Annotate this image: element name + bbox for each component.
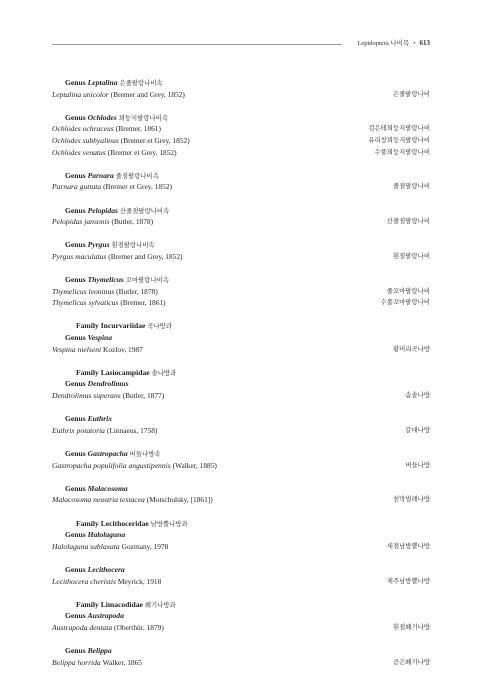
- genus-label: Genus: [65, 646, 86, 656]
- species-row: [52, 297, 430, 309]
- family-heading: [52, 518, 430, 530]
- species-author: (Linnaeus, 1758): [106, 425, 158, 435]
- species-korean-name: 은줄팔랑나비: [392, 89, 430, 98]
- species-korean-name: 검은테꾀둥지팔랑나비: [368, 124, 430, 133]
- species-author: Kozlov, 1987: [103, 344, 143, 354]
- species-name: Pelopidas jansonis: [52, 217, 110, 227]
- taxon-section: [52, 518, 430, 553]
- species-name: Ochlodes venatus: [52, 147, 106, 157]
- genus-heading: [52, 274, 430, 286]
- species-name: Pyrgus maculatus: [52, 251, 107, 261]
- taxon-section: [52, 564, 430, 587]
- genus-label: Genus: [65, 275, 86, 285]
- species-korean-name: 버들나방: [405, 460, 430, 469]
- genus-label: Genus: [65, 414, 86, 424]
- species-name: Dendrolimus superans: [52, 391, 121, 401]
- taxon-section: [52, 170, 430, 193]
- header-rule: [52, 44, 342, 45]
- species-author: (Walker, 1885): [172, 460, 217, 470]
- genus-label: Genus: [65, 170, 86, 180]
- species-korean-name: 줄꼬마팔랑나비: [386, 286, 430, 295]
- genus-label: Genus: [65, 333, 86, 343]
- species-author: (Bremer and Grey, 1852): [108, 251, 183, 261]
- species-author: Gozmany, 1978: [121, 541, 169, 551]
- taxon-section: [52, 483, 430, 506]
- species-author: Meyrick, 1918: [117, 576, 162, 586]
- genus-korean-name: 꾀둥지팔랑나비속: [118, 113, 168, 122]
- taxon-section: [52, 367, 430, 402]
- family-korean-name: 솔나방과: [151, 368, 177, 377]
- species-author: (Bremer and Grey, 1852): [110, 89, 185, 99]
- species-name: Austrapoda dentata: [52, 622, 113, 632]
- species-row: [52, 251, 430, 263]
- genus-name: Lecithocera: [87, 564, 125, 574]
- genus-heading: [52, 448, 430, 460]
- species-row: [52, 147, 430, 159]
- species-author: (Butler, 1877): [122, 391, 165, 401]
- genus-heading: [52, 483, 430, 495]
- species-row: [52, 541, 430, 553]
- genus-heading: [52, 378, 430, 390]
- genus-heading: [52, 170, 430, 182]
- family-name: Limacodidae: [100, 599, 143, 609]
- species-name: Euthrix potatoria: [52, 425, 105, 435]
- species-row: [52, 135, 430, 147]
- genus-heading: [52, 205, 430, 217]
- genus-label: Genus: [65, 112, 86, 122]
- genus-heading: [52, 112, 430, 124]
- genus-korean-name: 꼬마팔랑나비속: [125, 276, 169, 285]
- species-row: [52, 576, 430, 588]
- genus-heading: [52, 610, 430, 622]
- taxon-section: [52, 205, 430, 228]
- genus-name: Euthrix: [87, 414, 113, 424]
- genus-korean-name: 흰점팔랑나비속: [111, 241, 155, 250]
- genus-label: Genus: [65, 78, 86, 87]
- family-name: Incurvariidae: [100, 321, 146, 331]
- genus-label: Genus: [65, 611, 86, 621]
- species-korean-name: 제주남방뿔나방: [386, 576, 430, 585]
- genus-korean-name: 은줄팔랑나비속: [119, 79, 163, 87]
- genus-korean-name: 산줄점팔랑나비속: [119, 206, 170, 215]
- page-number: 613: [419, 39, 430, 47]
- species-korean-name: 갈대나방: [405, 425, 430, 434]
- taxon-section: [52, 239, 430, 262]
- family-label: Family: [76, 518, 99, 528]
- species-name: Lecithocera cheristis: [52, 576, 116, 586]
- species-author: (Bremer, 1861): [120, 298, 166, 308]
- species-author: (Butler, 1878): [111, 217, 154, 227]
- taxon-section: [52, 645, 430, 668]
- taxon-section: [52, 413, 430, 436]
- running-title: [357, 38, 430, 47]
- genus-name: Ochlodes: [87, 112, 117, 122]
- species-row: [52, 344, 430, 356]
- genus-korean-name: 줄점팔랑나비속: [115, 171, 159, 180]
- species-korean-name: 세점남방뿔나방: [386, 541, 430, 550]
- family-heading: [52, 599, 430, 611]
- species-author: (Butler, 1878): [116, 286, 158, 296]
- species-name: Belippa horrida: [52, 657, 101, 667]
- genus-korean-name: 버들나방속: [129, 450, 161, 458]
- species-author: Walker, 1865: [102, 657, 142, 667]
- genus-name: Parnara: [87, 170, 114, 180]
- species-name: Gastropacha populifolia angustipennis: [52, 460, 171, 470]
- genus-label: Genus: [65, 530, 86, 540]
- species-korean-name: 흰점팔랑나비: [392, 251, 430, 260]
- species-row: [52, 622, 430, 634]
- taxon-section: [52, 448, 430, 471]
- genus-name: Belippa: [87, 646, 112, 656]
- family-heading: [52, 320, 430, 332]
- genus-heading: [52, 529, 430, 541]
- family-name: Lasiocampidae: [100, 367, 150, 377]
- genus-heading: [52, 413, 430, 425]
- species-row: [52, 390, 430, 402]
- species-name: Ochlodes ochraceus: [52, 124, 114, 134]
- species-row: [52, 181, 430, 193]
- species-author: (Motschulsky, [1861]): [146, 495, 213, 505]
- genus-name: Vespina: [87, 333, 113, 343]
- genus-heading: [52, 239, 430, 251]
- species-row: [52, 286, 430, 298]
- species-name: Thymelicus sylvaticus: [52, 298, 119, 308]
- species-name: Ochlodes subhyalinus: [52, 135, 119, 145]
- species-author: (Oberthür, 1879): [114, 622, 164, 632]
- species-row: [52, 657, 430, 669]
- taxonomy-list: [52, 77, 430, 680]
- genus-name: Leptalina: [87, 78, 118, 87]
- species-korean-name: 줄점팔랑나비: [392, 182, 430, 191]
- family-korean-name: 곡나방과: [147, 322, 173, 331]
- taxon-section: [52, 77, 430, 100]
- family-label: Family: [76, 599, 99, 609]
- species-korean-name: 산줄점팔랑나비: [386, 217, 430, 226]
- species-korean-name: 수풀꾀둥지팔랑나비: [374, 147, 430, 156]
- taxon-section: [52, 599, 430, 634]
- genus-name: Halolaguna: [87, 530, 126, 540]
- species-row: [52, 123, 430, 135]
- taxon-section: [52, 320, 430, 355]
- species-korean-name: 천막벌레나방: [392, 495, 430, 504]
- species-korean-name: 수풀꼬마팔랑나비: [380, 298, 430, 307]
- taxon-section: [52, 274, 430, 309]
- genus-label: Genus: [65, 564, 86, 574]
- species-name: Malacosoma neustria testacea: [52, 495, 145, 505]
- genus-heading: [52, 645, 430, 657]
- species-author: (Bremer, 1861): [115, 124, 161, 134]
- species-row: [52, 89, 430, 101]
- genus-label: Genus: [65, 240, 86, 250]
- species-name: Thymelicus leoninus: [52, 286, 115, 296]
- species-row: [52, 425, 430, 437]
- species-row: [52, 460, 430, 472]
- genus-name: Pelopidas: [87, 205, 118, 215]
- genus-name: Austrapoda: [87, 611, 124, 621]
- genus-heading: [52, 332, 430, 344]
- species-author: (Bremer et Grey, 1852): [120, 135, 190, 145]
- family-label: Family: [76, 367, 99, 377]
- family-heading: [52, 367, 430, 379]
- species-author: (Bremer et Grey, 1852): [107, 147, 177, 157]
- family-korean-name: 쐐기나방과: [144, 600, 176, 609]
- species-korean-name: 솜솔나방: [405, 391, 430, 400]
- genus-label: Genus: [65, 379, 86, 389]
- species-row: [52, 494, 430, 506]
- species-name: Parnara guttata: [52, 182, 102, 192]
- species-korean-name: 유리창꾀둥지팔랑나비: [368, 135, 430, 144]
- species-korean-name: 황머리곡나방: [392, 344, 430, 353]
- species-name: Vespina nielseni: [52, 344, 102, 354]
- species-name: Halolaguna sublaxata: [52, 541, 120, 551]
- genus-name: Pyrgus: [87, 240, 110, 250]
- genus-label: Genus: [65, 449, 86, 458]
- family-korean-name: 남방뿔나방과: [150, 519, 188, 528]
- running-header: [52, 38, 430, 52]
- taxon-section: [52, 112, 430, 158]
- genus-heading: [52, 77, 430, 89]
- genus-label: Genus: [65, 205, 86, 215]
- species-row: [52, 216, 430, 228]
- species-author: (Bremer et Grey, 1852): [103, 182, 172, 192]
- header-title: Lepidoptera 나비목: [357, 40, 410, 47]
- genus-name: Dendrolimus: [87, 379, 129, 389]
- genus-label: Genus: [65, 483, 86, 493]
- species-korean-name: 곧은쐐기나방: [392, 657, 430, 666]
- genus-heading: [52, 564, 430, 576]
- genus-name: Gastropacha: [87, 449, 128, 458]
- family-name: Lecithoceridae: [100, 518, 149, 528]
- genus-name: Thymelicus: [87, 275, 124, 285]
- species-name: Leptalina unicolor: [52, 89, 109, 99]
- family-label: Family: [76, 321, 99, 331]
- genus-name: Malacosoma: [87, 483, 128, 493]
- header-separator: •: [413, 40, 416, 47]
- species-korean-name: 흰점쐐기나방: [392, 622, 430, 631]
